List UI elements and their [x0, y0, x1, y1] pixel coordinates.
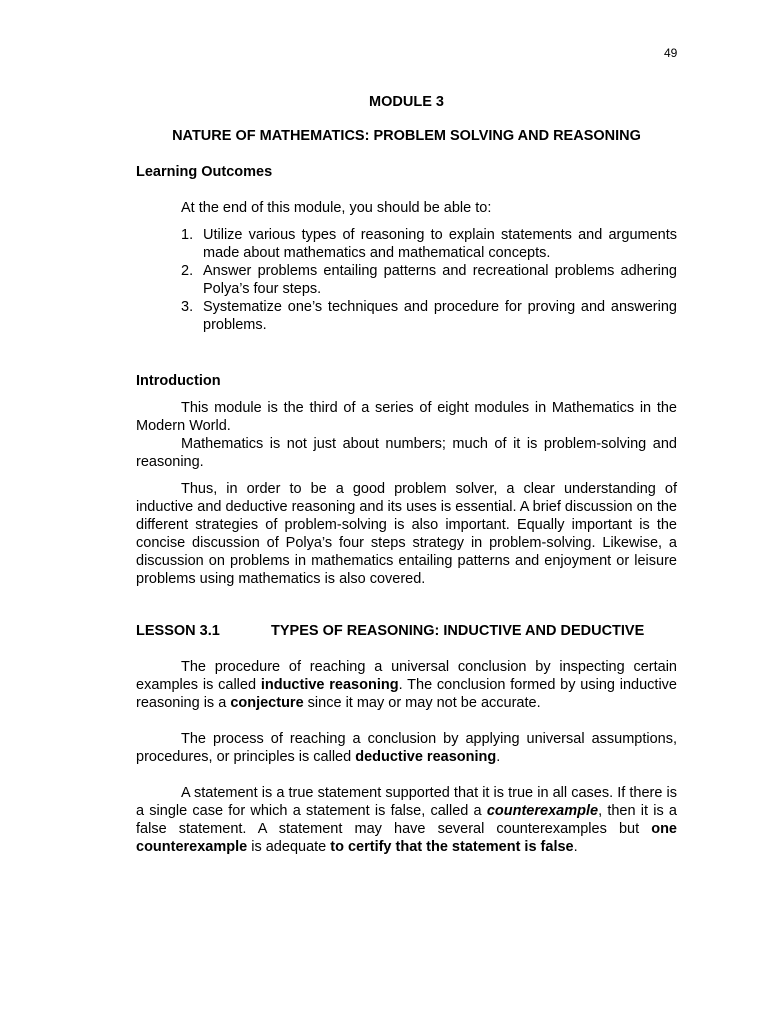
- page-content: [136, 93, 677, 856]
- text-run: .: [573, 839, 578, 855]
- text-run: , then it is a false statement. A statement may have several counterexamples but: [136, 803, 677, 837]
- lesson-paragraph-counterexample: [136, 784, 677, 856]
- learning-outcomes-intro: At the end of this module, you should be able to:: [181, 200, 492, 216]
- list-item: [136, 262, 677, 298]
- lesson-number: LESSON 3.1: [136, 623, 220, 639]
- text-run: .: [496, 749, 501, 765]
- text-run: . The conclusion formed by using inductive reasoning is a: [136, 677, 677, 711]
- term-inductive-reasoning: inductive reasoning: [260, 677, 399, 693]
- list-item-number: 1.: [181, 227, 194, 243]
- list-item-text: Utilize various types of reasoning to explain statements and arguments made about mathematics and mathematical concepts.: [203, 227, 677, 261]
- term-counterexample: counterexample: [486, 803, 599, 819]
- list-item-text: Systematize one’s techniques and procedure for proving and answering problems.: [203, 299, 677, 333]
- term-one-counterexample: one counterexample: [136, 821, 677, 855]
- text-run: is adequate: [247, 839, 331, 855]
- list-item: [136, 226, 677, 262]
- introduction-heading: Introduction: [136, 373, 221, 389]
- list-item-number: 2.: [181, 263, 194, 279]
- text-run: A statement is a true statement supported that it is true in all cases. If there is a single case for which a statement is false, called a: [136, 785, 677, 819]
- introduction-paragraph-1: This module is the third of a series of eight modules in Mathematics in the Modern World.: [136, 400, 677, 434]
- term-conjecture: conjecture: [230, 695, 304, 711]
- learning-outcomes-list: [136, 226, 677, 334]
- text-run: The procedure of reaching a universal conclusion by inspecting certain examples is called: [136, 659, 677, 693]
- lesson-paragraph-deductive: [136, 730, 677, 766]
- list-item-text: Answer problems entailing patterns and recreational problems adhering Polya’s four steps.: [203, 263, 677, 297]
- introduction-paragraph-2: Mathematics is not just about numbers; much of it is problem-solving and reasoning.: [136, 436, 677, 470]
- learning-outcomes-heading: Learning Outcomes: [136, 164, 273, 180]
- module-title: NATURE OF MATHEMATICS: PROBLEM SOLVING AND REASONING: [172, 128, 641, 144]
- lesson-paragraph-inductive: [136, 658, 677, 712]
- term-deductive-reasoning: deductive reasoning: [355, 749, 497, 765]
- page-number: 49: [664, 46, 678, 60]
- lesson-heading: [136, 622, 677, 640]
- introduction-paragraph-3: Thus, in order to be a good problem solver, a clear understanding of inductive and deductive reasoning and its uses is essential. A brief discussion on the different strategies of problem-solving is also important. Equally important is the concise discussion of Polya’s four steps strategy in problem-solving. Likewise, a discussion on problems in mathematics entailing patterns and enjoyment or leisure problems using mathematics is also covered.: [136, 481, 677, 587]
- term-certify-false: to certify that the statement is false: [330, 839, 574, 855]
- list-item: [136, 298, 677, 334]
- text-run: since it may or may not be accurate.: [303, 695, 541, 711]
- lesson-title: TYPES OF REASONING: INDUCTIVE AND DEDUCTIVE: [271, 623, 645, 639]
- text-run: The process of reaching a conclusion by applying universal assumptions, procedures, or principles is called: [136, 731, 677, 765]
- module-label: MODULE 3: [369, 94, 444, 110]
- list-item-number: 3.: [181, 299, 194, 315]
